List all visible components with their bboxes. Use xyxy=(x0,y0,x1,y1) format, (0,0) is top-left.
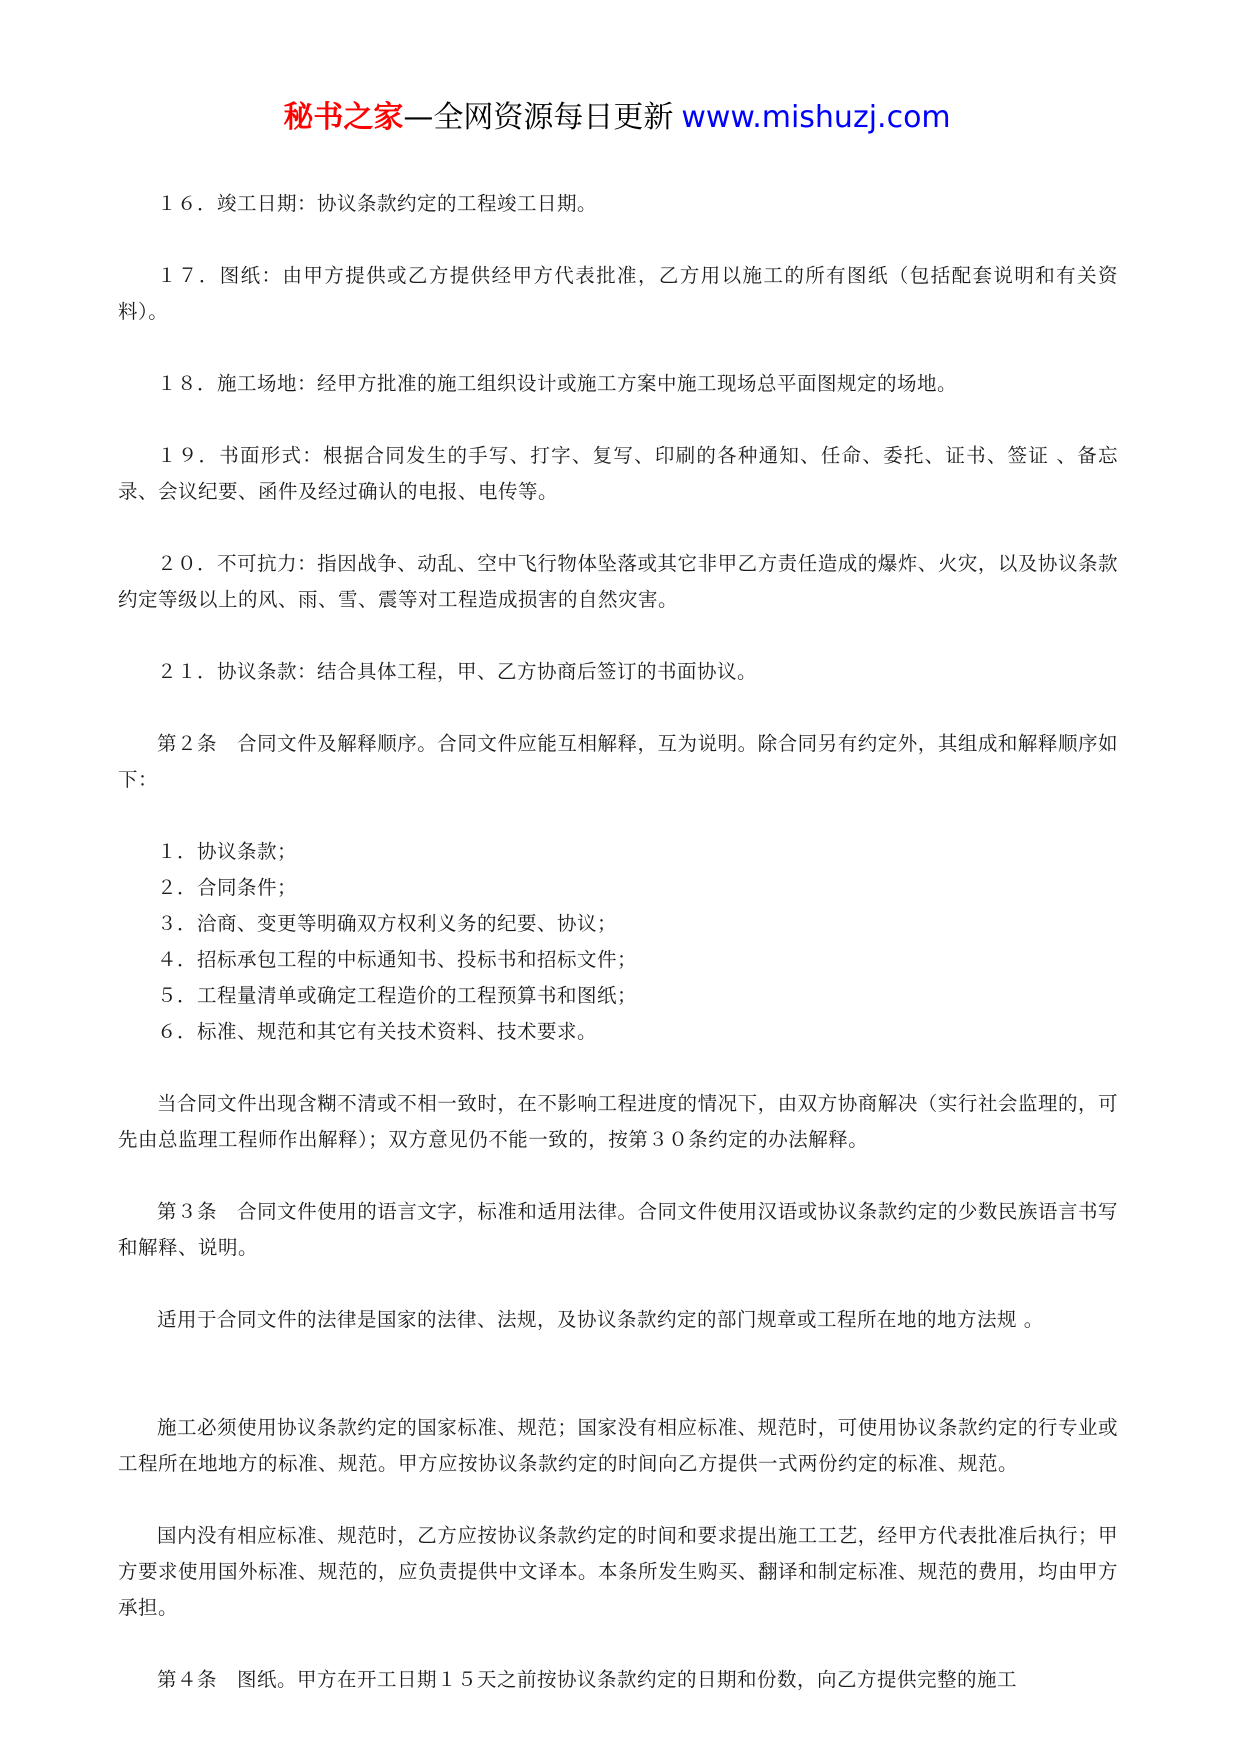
clause-21-agreement-terms: ２１．协议条款：结合具体工程，甲、乙方协商后签订的书面协议。 xyxy=(157,660,758,683)
ambiguity-resolution-paragraph: 当合同文件出现含糊不清或不相一致时，在不影响工程进度的情况下，由双方协商解决（实行社会监理的，可先由总监理工程师作出解释）；双方意见仍不能一致的，按第３０条约定的办法解释。 xyxy=(118,1092,1118,1151)
clause-17-drawings: １７．图纸：由甲方提供或乙方提供经甲方代表批准，乙方用以施工的所有图纸（包括配套说明和有关资料）。 xyxy=(118,264,1118,323)
article-2-documents-order: 第２条 合同文件及解释顺序。合同文件应能互相解释，互为说明。除合同另有约定外，其组成和解释顺序如下： xyxy=(118,732,1118,791)
list-item: ５．工程量清单或确定工程造价的工程预算书和图纸； xyxy=(157,984,638,1007)
list-item: ３．洽商、变更等明确双方权利义务的纪要、协议； xyxy=(157,912,618,935)
spacer xyxy=(118,1374,1118,1410)
banner-tagline: —全网资源每日更新 xyxy=(403,100,674,135)
document-body xyxy=(118,186,1118,1698)
site-banner xyxy=(0,96,1234,140)
list-item: ２．合同条件； xyxy=(157,876,298,899)
clause-20-force-majeure: ２０．不可抗力：指因战争、动乱、空中飞行物体坠落或其它非甲乙方责任造成的爆炸、火灾，以及协议条款约定等级以上的风、雨、雪、震等对工程造成损害的自然灾害。 xyxy=(118,552,1118,611)
clause-18-site: １８．施工场地：经甲方批准的施工组织设计或施工方案中施工现场总平面图规定的场地。 xyxy=(157,372,958,395)
foreign-standards-paragraph: 国内没有相应标准、规范时，乙方应按协议条款约定的时间和要求提出施工工艺，经甲方代表批准后执行；甲方要求使用国外标准、规范的，应负责提供中文译本。本条所发生购买、翻译和制定标准、规范的费用，均由甲方承担。 xyxy=(118,1524,1119,1619)
document-order-list xyxy=(118,834,1118,1050)
banner-brand: 秘书之家 xyxy=(283,100,404,135)
article-3-language-law: 第３条 合同文件使用的语言文字，标准和适用法律。合同文件使用汉语或协议条款约定的少数民族语言书写和解释、说明。 xyxy=(118,1200,1118,1259)
banner-url-link[interactable]: www.mishuzj.com xyxy=(681,100,951,135)
clause-16-completion-date: １６．竣工日期：协议条款约定的工程竣工日期。 xyxy=(157,192,598,215)
list-item: ４．招标承包工程的中标通知书、投标书和招标文件； xyxy=(157,948,638,971)
article-4-drawings: 第４条 图纸。甲方在开工日期１５天之前按协议条款约定的日期和份数，向乙方提供完整的施工 xyxy=(157,1668,1018,1691)
clause-19-written-form: １９．书面形式：根据合同发生的手写、打字、复写、印刷的各种通知、任命、委托、证书、签证 、备忘录、会议纪要、函件及经过确认的电报、电传等。 xyxy=(118,444,1118,503)
list-item: １．协议条款； xyxy=(157,840,298,863)
applicable-law-paragraph: 适用于合同文件的法律是国家的法律、法规，及协议条款约定的部门规章或工程所在地的地方法规 。 xyxy=(157,1308,1044,1331)
list-item: ６．标准、规范和其它有关技术资料、技术要求。 xyxy=(157,1020,598,1043)
standards-paragraph: 施工必须使用协议条款约定的国家标准、规范；国家没有相应标准、规范时，可使用协议条款约定的行专业或工程所在地地方的标准、规范。甲方应按协议条款约定的时间向乙方提供一式两份约定的标准、规范。 xyxy=(118,1416,1118,1475)
